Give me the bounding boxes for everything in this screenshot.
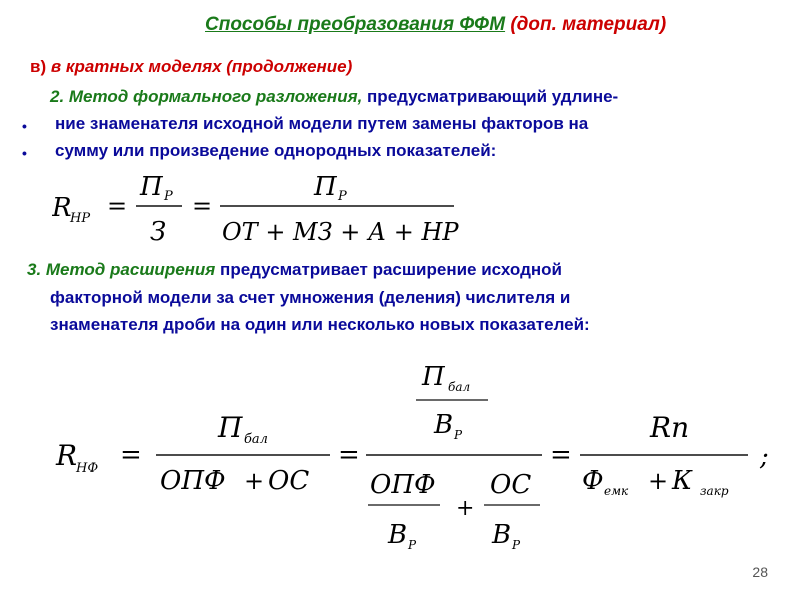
f2-frac1-den-b: ОС xyxy=(268,466,310,496)
f2-frac3-den-b-sub: закр xyxy=(700,484,729,498)
title-main: Способы преобразования ФФМ xyxy=(205,14,506,35)
method2-line2: ние знаменателя исходной модели путем замены факторов на xyxy=(55,114,589,133)
subtitle-prefix: в) xyxy=(30,57,47,76)
f1-frac1-num-sub: Р xyxy=(164,189,173,204)
f2-frac1-num: П xyxy=(218,411,243,444)
title-note: (доп. материал) xyxy=(505,14,667,35)
bullet-2: • xyxy=(22,145,27,161)
slide-title xyxy=(205,14,666,36)
f2-lhs-sub: НФ xyxy=(76,461,99,476)
formula-rnr xyxy=(52,162,472,247)
f2-lhs: R xyxy=(56,439,78,472)
f2-frac1-den-a: ОПФ xyxy=(160,466,226,496)
f2-frac2-num: П xyxy=(422,365,445,392)
method2-first-line xyxy=(50,87,618,107)
f1-eq1: = xyxy=(107,192,128,220)
f1-frac2-num: П xyxy=(314,172,337,202)
f2-eq3: = xyxy=(550,440,572,470)
f1-frac2-den: ОТ + МЗ + А + НР xyxy=(222,218,459,246)
method3-line1: предусматривает расширение исходной xyxy=(215,260,562,279)
f2-frac2-num-den: В xyxy=(434,410,454,440)
f1-lhs: R xyxy=(52,193,72,223)
f2-frac3-num: Rп xyxy=(650,411,690,444)
f2-frac2-num-den-sub: Р xyxy=(454,428,463,442)
method2-line3: сумму или произведение однородных показателей: xyxy=(55,141,497,160)
f2-end: ; xyxy=(760,442,769,472)
method2-label: 2. Метод формального разложения, xyxy=(50,87,363,106)
f2-eq2: = xyxy=(338,440,360,470)
f2-frac2-den-b: ОС xyxy=(490,470,532,500)
f1-frac2-num-sub: Р xyxy=(338,189,347,204)
f1-frac1-den: З xyxy=(150,217,167,247)
f2-frac3-den-a-sub: емк xyxy=(604,484,629,498)
bullet-1: • xyxy=(22,118,27,134)
f2-frac2-den-b-den: В xyxy=(492,520,512,550)
f2-frac2-den-b-den-sub: Р xyxy=(512,538,521,552)
method3-first-line xyxy=(27,260,562,280)
f1-frac1-num: П xyxy=(140,172,163,202)
f2-frac3-den-a: Ф xyxy=(582,466,604,496)
f2-frac3-plus: + xyxy=(648,467,669,495)
f2-frac2-plus: + xyxy=(456,496,475,521)
f1-lhs-sub: НР xyxy=(70,211,91,226)
f2-frac3-den-b: К xyxy=(672,466,693,496)
f1-eq2: = xyxy=(192,192,213,220)
section-subtitle xyxy=(30,57,352,77)
subtitle-text: в кратных моделях (продолжение) xyxy=(46,57,353,76)
method3-line3: знаменателя дроби на один или несколько новых показателей: xyxy=(50,315,590,334)
f2-eq1: = xyxy=(120,440,142,470)
page-number: 28 xyxy=(752,564,768,580)
f2-frac2-num-sub: бал xyxy=(448,380,471,394)
f2-frac2-den-a: ОПФ xyxy=(370,470,436,500)
method3-line2: факторной модели за счет умножения (деления) числителя и xyxy=(50,288,571,307)
f2-frac1-plus: + xyxy=(244,467,265,495)
method2-line1: предусматривающий удлине- xyxy=(362,87,619,106)
f2-frac1-num-sub: бал xyxy=(244,432,268,447)
method3-label: 3. Метод расширения xyxy=(27,260,216,279)
formula-rnf xyxy=(48,365,788,565)
f2-frac2-den-a-den: В xyxy=(388,520,408,550)
f2-frac2-den-a-den-sub: Р xyxy=(408,538,417,552)
